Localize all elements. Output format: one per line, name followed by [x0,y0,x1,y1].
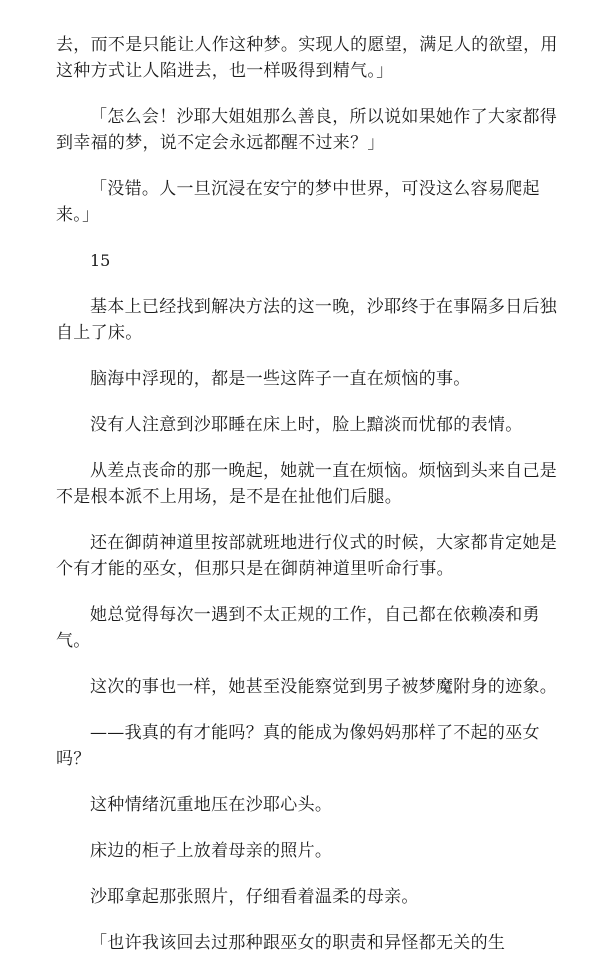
paragraph: 「没错。人一旦沉浸在安宁的梦中世界，可没这么容易爬起来。」 [56,179,540,225]
paragraph: 这次的事也一样，她甚至没能察觉到男子被梦魔附身的迹象。 [90,677,558,697]
paragraph: 去，而不是只能让人作这种梦。实现人的愿望，满足人的欲望，用这种方式让人陷进去，也一样吸得到精气。」 [56,35,558,81]
paragraph: 脑海中浮现的，都是一些这阵子一直在烦恼的事。 [90,369,471,389]
paragraph: 沙耶拿起那张照片，仔细看着温柔的母亲。 [90,887,419,907]
paragraph: 她总觉得每次一遇到不太正规的工作，自己都在依赖凑和勇气。 [56,605,540,651]
book-page [56,32,566,976]
paragraph: 这种情绪沉重地压在沙耶心头。 [90,795,333,815]
paragraph: 基本上已经找到解决方法的这一晚，沙耶终于在事隔多日后独自上了床。 [56,297,558,343]
paragraph: 「也许我该回去过那种跟巫女的职责和异怪都无关的生 [90,933,506,953]
chapter-number: 15 [90,251,111,270]
paragraph: 没有人注意到沙耶睡在床上时，脸上黯淡而忧郁的表情。 [90,415,523,435]
paragraph: 「怎么会！沙耶大姐姐那么善良，所以说如果她作了大家都得到幸福的梦，说不定会永远都醒不过来？」 [56,107,558,153]
paragraph: ——我真的有才能吗？真的能成为像妈妈那样了不起的巫女吗？ [56,723,540,769]
paragraph: 还在御荫神道里按部就班地进行仪式的时候，大家都肯定她是个有才能的巫女，但那只是在御荫神道里听命行事。 [56,533,558,579]
paragraph: 从差点丧命的那一晚起，她就一直在烦恼。烦恼到头来自己是不是根本派不上用场，是不是在扯他们后腿。 [56,461,558,507]
paragraph: 床边的柜子上放着母亲的照片。 [90,841,333,861]
